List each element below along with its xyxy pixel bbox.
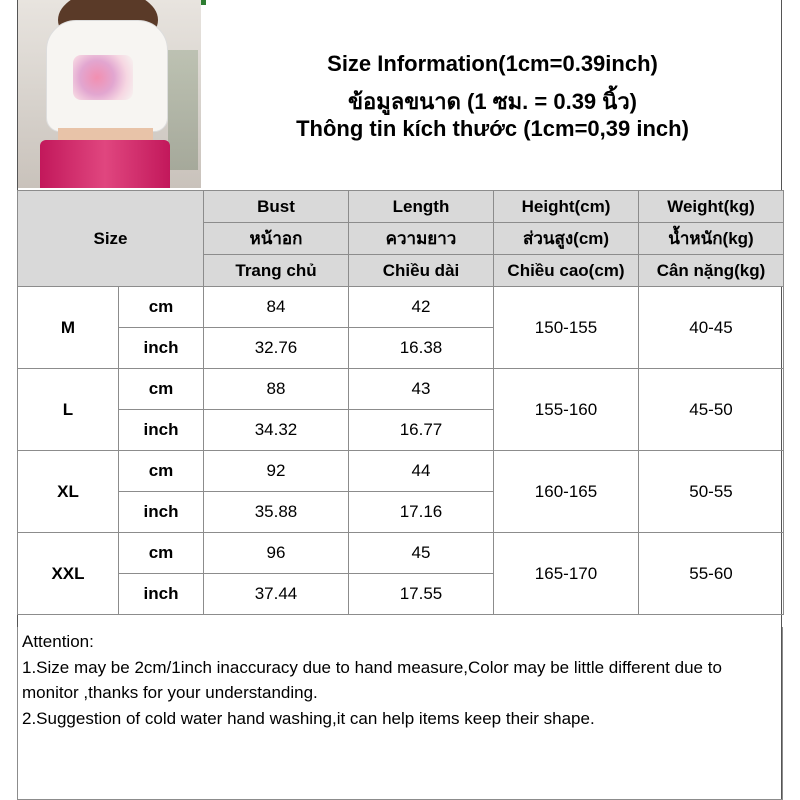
table-row [18,287,784,328]
header-line-th: ข้อมูลขนาด (1 ซม. = 0.39 นิ้ว) [347,89,637,114]
unit-cm: cm [119,369,204,410]
weight-cell: 55-60 [639,533,784,615]
length-cm-cell: 44 [349,451,494,492]
bust-cm-cell: 88 [204,369,349,410]
bust-cm-cell: 96 [204,533,349,574]
unit-inch: inch [119,410,204,451]
col-height-en: Height(cm) [494,191,639,223]
length-inch-cell: 16.38 [349,328,494,369]
size-info-header [203,0,782,190]
pink-pants [40,140,170,188]
attention-note-2: 2.Suggestion of cold water hand washing,it can help items keep their shape. [22,708,595,728]
length-inch-cell: 17.16 [349,492,494,533]
size-label-xl: XL [18,451,119,533]
shirt-print [73,55,133,100]
weight-cell: 40-45 [639,287,784,369]
header-line-en: Size Information(1cm=0.39inch) [327,51,658,76]
col-length-vi: Chiều dài [349,255,494,287]
length-cm-cell: 42 [349,287,494,328]
size-label-m: M [18,287,119,369]
col-length-en: Length [349,191,494,223]
unit-inch: inch [119,328,204,369]
col-weight-th: น้ำหนัก(kg) [639,223,784,255]
size-table [17,190,784,615]
length-inch-cell: 16.77 [349,410,494,451]
col-bust-en: Bust [204,191,349,223]
bust-inch-cell: 35.88 [204,492,349,533]
col-weight-vi: Cân nặng(kg) [639,255,784,287]
col-bust-vi: Trang chủ [204,255,349,287]
length-inch-cell: 17.55 [349,574,494,615]
header-line-vi: Thông tin kích thước (1cm=0,39 inch) [296,116,689,141]
bust-cm-cell: 92 [204,451,349,492]
col-bust-th: หน้าอก [204,223,349,255]
col-height-th: ส่วนสูง(cm) [494,223,639,255]
attention-title: Attention: [22,632,94,651]
length-cm-cell: 43 [349,369,494,410]
height-cell: 150-155 [494,287,639,369]
bust-inch-cell: 32.76 [204,328,349,369]
length-cm-cell: 45 [349,533,494,574]
height-cell: 155-160 [494,369,639,451]
unit-cm: cm [119,451,204,492]
unit-inch: inch [119,574,204,615]
size-header: Size [18,191,204,287]
size-label-l: L [18,369,119,451]
col-weight-en: Weight(kg) [639,191,784,223]
attention-notes [17,627,783,800]
bust-inch-cell: 34.32 [204,410,349,451]
height-cell: 165-170 [494,533,639,615]
table-row [18,451,784,492]
attention-note-1: 1.Size may be 2cm/1inch inaccuracy due to hand measure,Color may be little different due to monitor ,thanks for your understanding. [22,657,722,702]
table-row [18,533,784,574]
bust-inch-cell: 37.44 [204,574,349,615]
unit-inch: inch [119,492,204,533]
size-label-xxl: XXL [18,533,119,615]
height-cell: 160-165 [494,451,639,533]
col-height-vi: Chiều cao(cm) [494,255,639,287]
unit-cm: cm [119,287,204,328]
product-photo [18,0,201,188]
weight-cell: 45-50 [639,369,784,451]
col-length-th: ความยาว [349,223,494,255]
unit-cm: cm [119,533,204,574]
table-row [18,369,784,410]
bust-cm-cell: 84 [204,287,349,328]
weight-cell: 50-55 [639,451,784,533]
